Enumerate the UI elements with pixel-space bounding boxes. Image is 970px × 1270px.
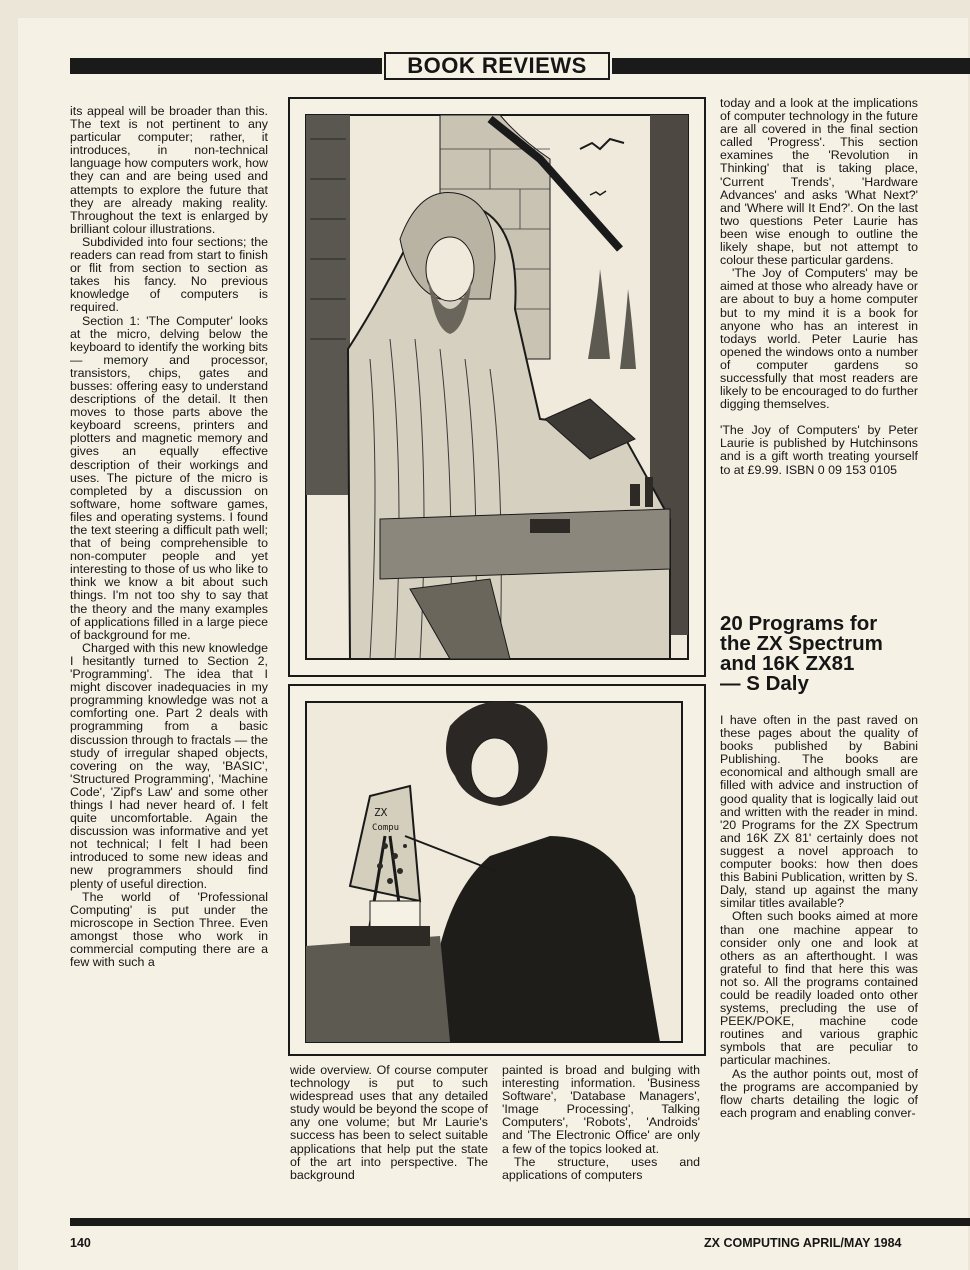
painter-engraving xyxy=(290,686,704,1054)
scholar-engraving xyxy=(290,99,704,675)
paragraph: 'The Joy of Computers' may be aimed at those who already have or are about to buy a home computer but to my mind it is a book for anyone who has an interest in todays world. Peter Laurie has opened the windows onto a number of computer gardens so successfully that most readers are likely to be encouraged to do further digging themselves. xyxy=(720,266,918,412)
canvas-text-line2: Compu xyxy=(372,823,400,833)
paragraph: Often such books aimed at more than one machine appear to consider only one and look at others as an afterthought. I was grateful to find that here this was not so. All the programs contained could be readily loaded onto other systems, precluding the use of PEEK/POKE, machine code routines and various graphic symbols that are peculiar to particular machines. xyxy=(720,909,918,1068)
header-rule-right xyxy=(612,58,970,74)
paragraph: today and a look at the implications of computer technology in the future are all covered in the final section called 'Progress'. This section examines the 'Revolution in Thinking' that is taking place, 'Current Trends', 'Hardware Advances' and asks 'What Next?' and 'Where will It End?'. On the last two questions Peter Laurie has been wise enough to outline the likely shape, but not attempt to colour these particular gardens. xyxy=(720,96,918,268)
header-rule-left xyxy=(70,58,382,74)
review2-title-line: 20 Programs for xyxy=(720,612,878,635)
paragraph: Subdivided into four sections; the readers can read from start to finish or flit from section to section as takes his fancy. No previous knowledge of computers is required. xyxy=(70,234,268,315)
paragraph: The structure, uses and applications of computers xyxy=(502,1154,700,1182)
review2-title xyxy=(720,614,930,694)
paragraph: painted is broad and bulging with interesting information. 'Business Software', 'Database Managers', 'Image Processing', Talking Computers', 'Robots', 'Androids' and 'The Electronic Office' are only a few of the topics looked at. xyxy=(502,1063,700,1156)
paragraph: Charged with this new knowledge I hesitantly turned to Section 2, 'Programming'. The idea that I might discover inadequacies in my programming knowledge was not a comforting one. Part 2 deals with programming from a basic discussion through to fractals — the study of irregular shaped objects, covering on the way, 'BASIC', 'Structured Programming', 'Machine Code', 'Zipf's Law' and some other things I had never heard of. I felt quite uncomfortable. Again the discussion was informative and yet not technical; I felt I had been introduced to some new ideas and new programmers should find plenty of useful direction. xyxy=(70,640,268,891)
review1-column1 xyxy=(70,105,268,969)
review1-column2-right xyxy=(502,1064,700,1182)
paragraph: Section 1: 'The Computer' looks at the micro, delving below the keyboard to identify the working bits — memory and processor, transistors, chips, gates and busses: offering easy to understand descriptions of the detail. It then moves to those parts above the keyboard screens, printers and plotters and magnetic memory and gives an equally effective description of their workings and uses. The picture of the micro is completed by a discussion on software, home software games, files and operating systems. I found the text steering a difficult path well; that of being comprehensible to non-computer people and yet interesting to those of us who like to think we know a bit about such things. I'm not too shy to say that the theory and the many examples of applications filled in a large piece of background for me. xyxy=(70,313,268,642)
magazine-issue: ZX COMPUTING APRIL/MAY 1984 xyxy=(704,1236,902,1250)
illustration-scholar-reading xyxy=(288,97,706,677)
footer-rule xyxy=(70,1218,970,1226)
canvas-text-line1: ZX xyxy=(374,806,388,819)
section-title: BOOK REVIEWS xyxy=(384,52,610,80)
paragraph: As the author points out, most of the programs are accompanied by flow charts detailing the logic of each program and enabling conver- xyxy=(720,1066,918,1120)
review2-title-line: the ZX Spectrum xyxy=(720,632,883,655)
paragraph: The world of 'Professional Computing' is put under the microscope in Section Three. Even amongst those who work in commercial computing there are a few with such a xyxy=(70,889,268,970)
page-number: 140 xyxy=(70,1236,91,1250)
paragraph: I have often in the past raved on these pages about the quality of books published by Babini Publishing. The books are economical and although small are filled with advice and instruction of good quality that is logically laid out and written with the reader in mind. '20 Programs for the ZX Spectrum and 16K ZX 81' certainly does not suggest a novel approach to computer books: how then does this Babini Publication, written by S. Daly, stand up against the many similar titles available? xyxy=(720,713,918,911)
review2-title-line: and 16K ZX81 xyxy=(720,652,855,675)
review1-column2-left xyxy=(290,1064,488,1182)
review1-column3 xyxy=(720,97,918,477)
paragraph: wide overview. Of course computer technology is put to such widespread uses that any detailed study would be beyond the scope of any one volume; but Mr Laurie's success has been to select suitable applications that help put the state of the art into perspective. The background xyxy=(290,1063,488,1182)
paragraph: its appeal will be broader than this. The text is not pertinent to any particular computer; rather, it introduces, in non-technical language how computers work, how they can and are being used and attempts to explore the future that they are already making reality. Throughout the text is enlarged by brilliant colour illustrations. xyxy=(70,104,268,236)
review2-column xyxy=(720,714,918,1120)
review2-title-line: — S Daly xyxy=(720,672,809,695)
review1-closing: 'The Joy of Computers' by Peter Laurie is published by Hutchinsons and is a gift worth treating yourself to at £9.99. ISBN 0 09 153 0105 xyxy=(720,423,918,477)
illustration-woman-painting xyxy=(288,684,706,1056)
